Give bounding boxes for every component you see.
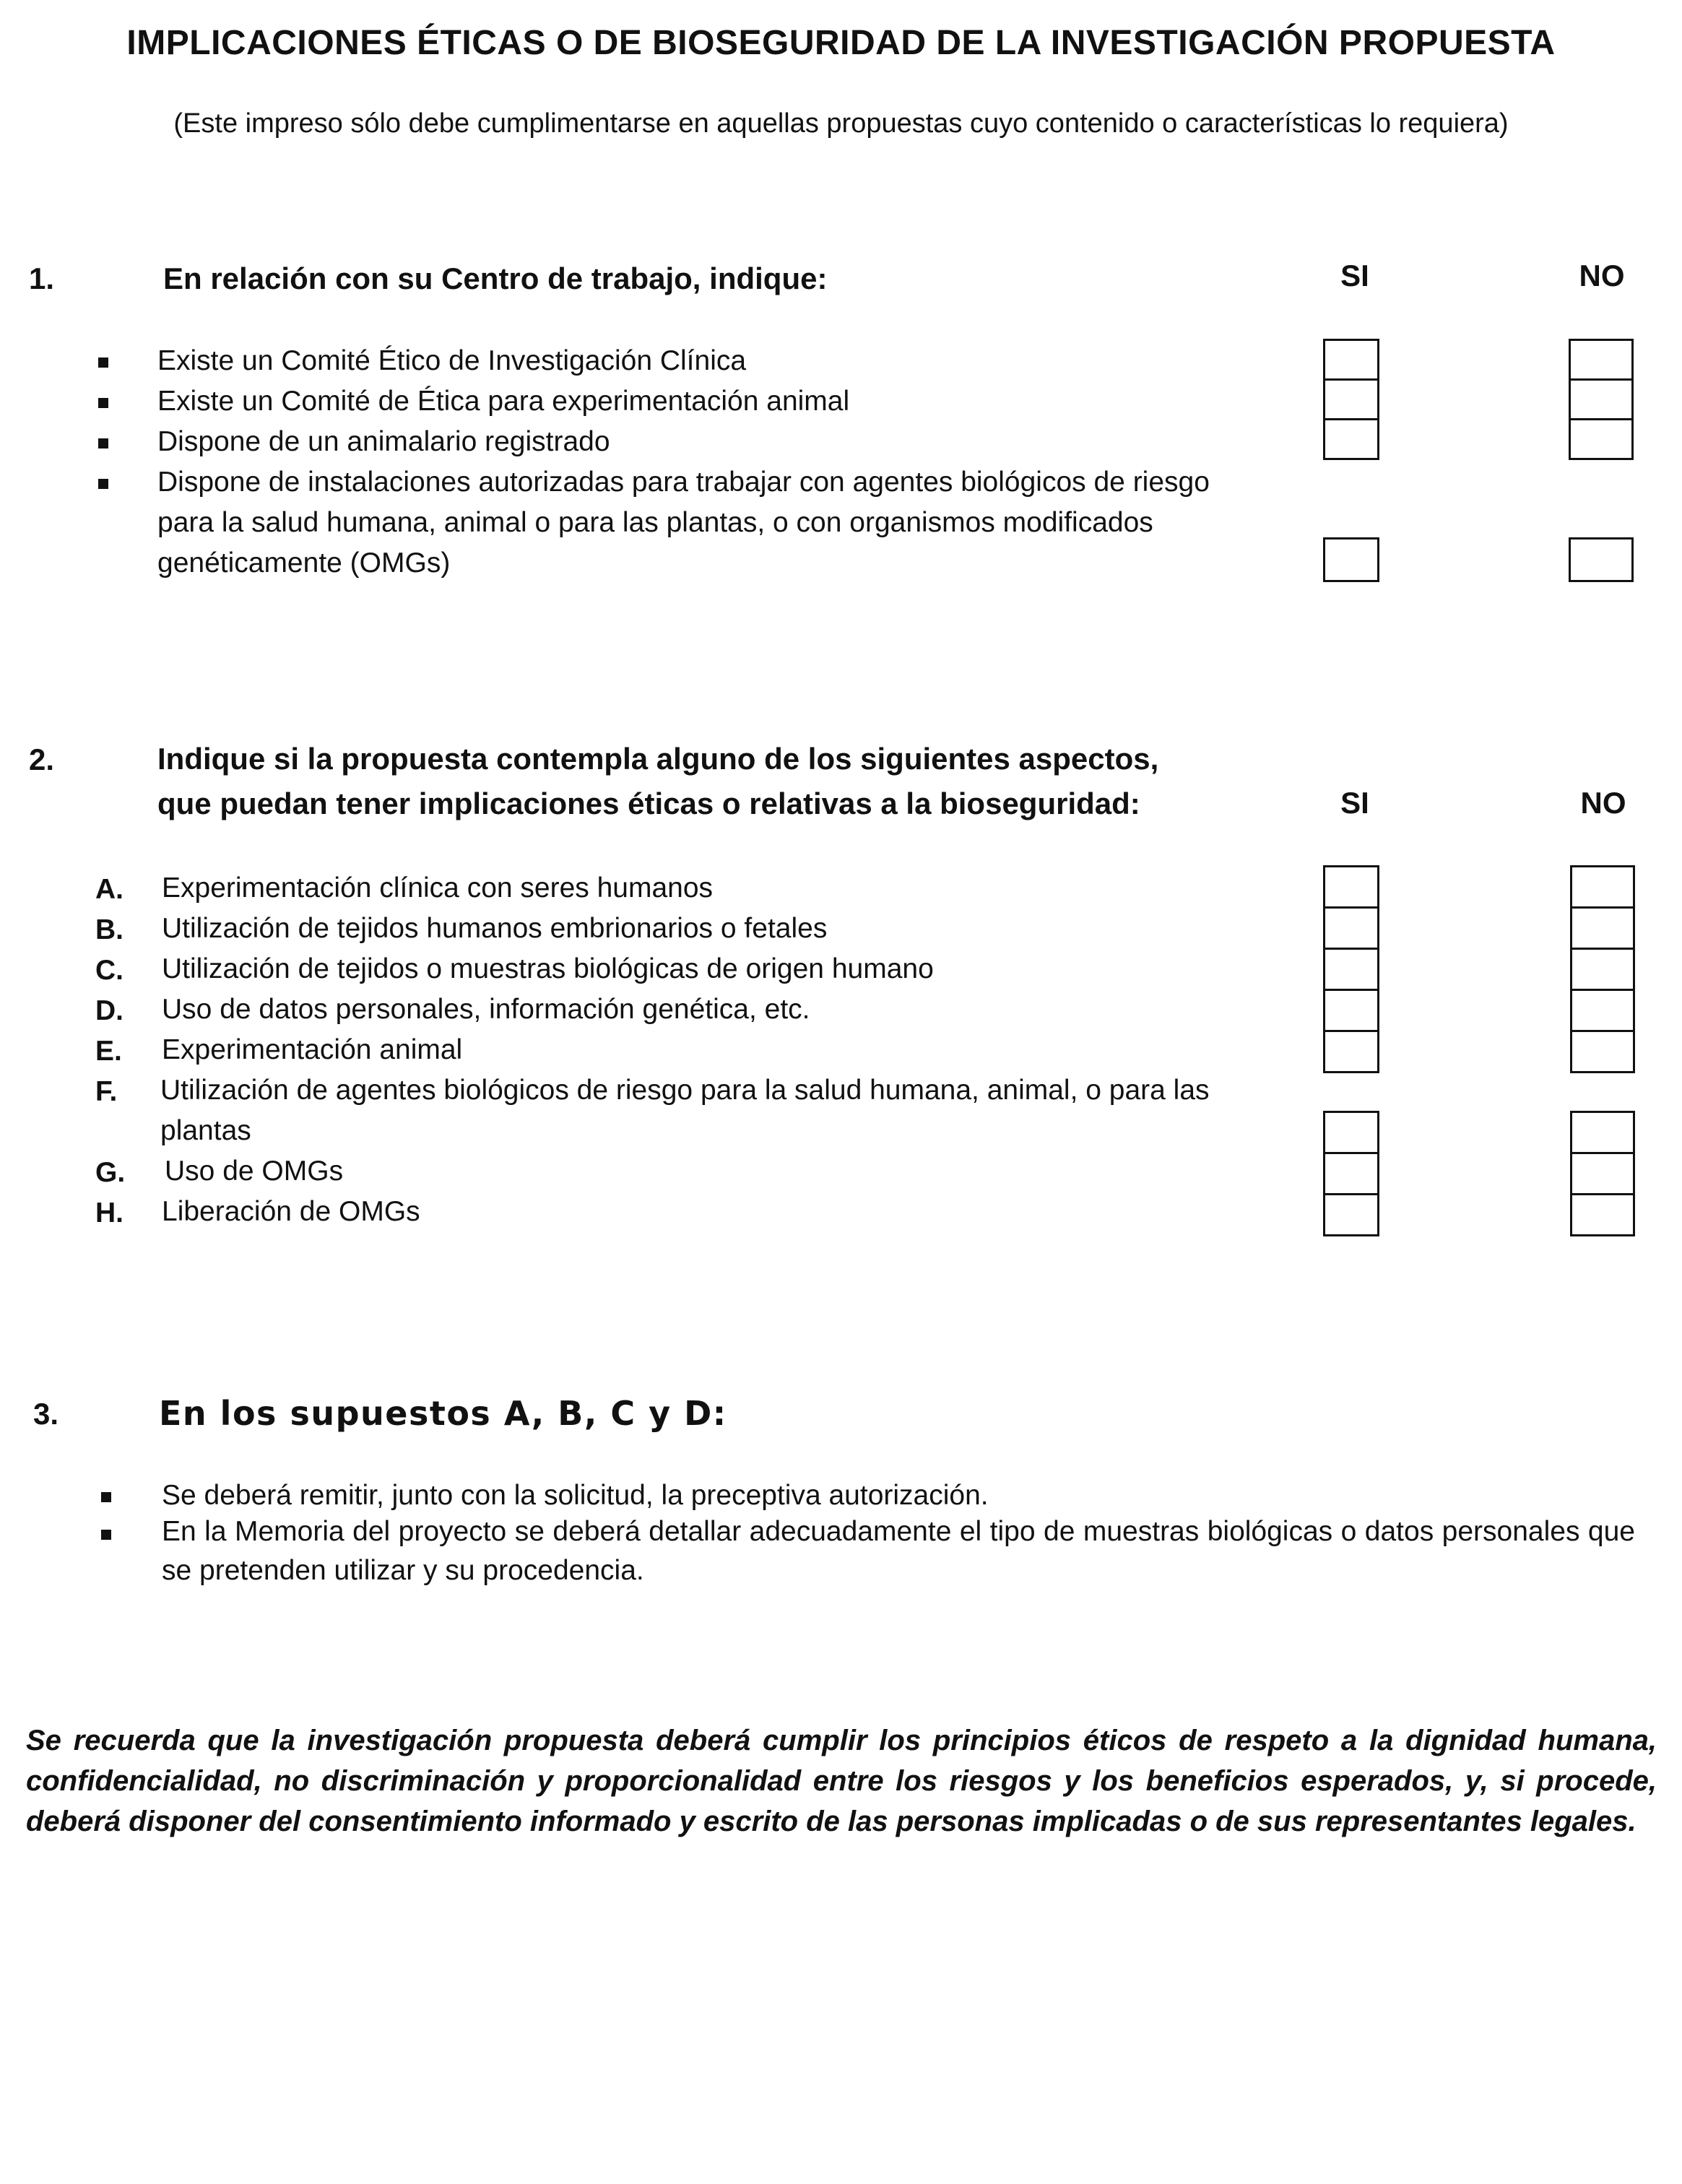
s1-item3-no-checkbox[interactable] [1569, 418, 1634, 460]
section2-letter-b: B. [95, 914, 123, 945]
s2-d-si-checkbox[interactable] [1323, 989, 1379, 1032]
s2-e-si-checkbox[interactable] [1323, 1030, 1379, 1073]
section2-item-d: Uso de datos personales, información genética, etc. [162, 994, 810, 1025]
section3-heading: En los supuestos A, B, C y D: [159, 1394, 727, 1433]
s1-item2-si-checkbox[interactable] [1323, 378, 1379, 420]
page-title: IMPLICACIONES ÉTICAS O DE BIOSEGURIDAD DE LA INVESTIGACIÓN PROPUESTA [126, 24, 1556, 62]
section2-item-a: Experimentación clínica con seres humanos [162, 872, 714, 904]
section2-item-h: Liberación de OMGs [162, 1196, 420, 1227]
section2-heading-line2: que puedan tener implicaciones éticas o relativas a la bioseguridad: [157, 786, 1140, 820]
s2-f-no-checkbox[interactable] [1570, 1111, 1635, 1154]
section2-heading-line1: Indique si la propuesta contempla alguno de los siguientes aspectos, [157, 742, 1159, 776]
section2-item-b: Utilización de tejidos humanos embrionarios o fetales [162, 913, 828, 944]
s2-e-no-checkbox[interactable] [1570, 1030, 1635, 1073]
s2-g-no-checkbox[interactable] [1570, 1152, 1635, 1195]
s2-g-si-checkbox[interactable] [1323, 1152, 1379, 1195]
section2-letter-e: E. [95, 1036, 122, 1067]
s1-item4-no-checkbox[interactable] [1569, 537, 1634, 582]
bullet-icon [98, 398, 108, 408]
section2-number: 2. [29, 742, 55, 776]
page-subtitle: (Este impreso sólo debe cumplimentarse en aquellas propuestas cuyo contenido o características lo requiera) [173, 108, 1509, 139]
s2-h-si-checkbox[interactable] [1323, 1193, 1379, 1236]
section2-si-header: SI [1340, 786, 1369, 820]
section3-item-autorizacion: Se deberá remitir, junto con la solicitud, la preceptiva autorización. [162, 1480, 989, 1511]
section1-si-header: SI [1340, 259, 1369, 292]
s1-item3-si-checkbox[interactable] [1323, 418, 1379, 460]
s2-c-si-checkbox[interactable] [1323, 948, 1379, 991]
s2-c-no-checkbox[interactable] [1570, 948, 1635, 991]
s2-f-si-checkbox[interactable] [1323, 1111, 1379, 1154]
section2-letter-g: G. [95, 1157, 126, 1188]
bullet-icon [98, 479, 108, 489]
section2-item-g: Uso de OMGs [165, 1156, 344, 1187]
bullet-icon [101, 1530, 111, 1540]
section2-item-e: Experimentación animal [162, 1034, 463, 1065]
s1-item2-no-checkbox[interactable] [1569, 378, 1634, 420]
section2-letter-c: C. [95, 955, 123, 986]
s1-item1-no-checkbox[interactable] [1569, 339, 1634, 381]
s2-b-no-checkbox[interactable] [1570, 906, 1635, 950]
section1-item-instalaciones: Dispone de instalaciones autorizadas para trabajar con agentes biológicos de riesgo para la salud humana, animal o para las plantas, o con organismos modificados genéticamente (OMGs) [157, 467, 1210, 578]
section2-item-f: Utilización de agentes biológicos de riesgo para la salud humana, animal, o para las plantas [160, 1075, 1210, 1146]
section2-letter-a: A. [95, 874, 123, 905]
ethics-reminder-note: Se recuerda que la investigación propuesta deberá cumplir los principios éticos de respeto a la dignidad humana, confidencialidad, no discriminación y proporcionalidad entre los riesgos y los beneficios esperados, y, si procede, deberá disponer del consentimiento informado y escrito de las personas implicadas o de sus representantes legales. [26, 1725, 1657, 1837]
s2-d-no-checkbox[interactable] [1570, 989, 1635, 1032]
section3-item-memoria: En la Memoria del proyecto se deberá detallar adecuadamente el tipo de muestras biológicas o datos personales que se pretenden utilizar y su procedencia. [162, 1516, 1635, 1586]
section1-number: 1. [29, 261, 55, 295]
s2-a-no-checkbox[interactable] [1570, 865, 1635, 909]
section2-letter-h: H. [95, 1197, 123, 1228]
bullet-icon [98, 358, 108, 368]
s2-b-si-checkbox[interactable] [1323, 906, 1379, 950]
s1-item4-si-checkbox[interactable] [1323, 537, 1379, 582]
s1-item1-si-checkbox[interactable] [1323, 339, 1379, 381]
section2-letter-d: D. [95, 995, 123, 1026]
s2-a-si-checkbox[interactable] [1323, 865, 1379, 909]
section2-item-c: Utilización de tejidos o muestras biológicas de origen humano [162, 953, 934, 984]
section3-number: 3. [33, 1397, 59, 1431]
section1-heading: En relación con su Centro de trabajo, indique: [163, 261, 828, 295]
section1-item-comite-animal: Existe un Comité de Ética para experimentación animal [157, 386, 850, 417]
section2-letter-f: F. [95, 1076, 118, 1107]
section1-item-animalario: Dispone de un animalario registrado [157, 426, 610, 457]
section1-item-comite-etico: Existe un Comité Ético de Investigación Clínica [157, 345, 747, 376]
section2-no-header: NO [1580, 786, 1626, 820]
s2-h-no-checkbox[interactable] [1570, 1193, 1635, 1236]
bullet-icon [98, 438, 108, 448]
section1-no-header: NO [1579, 259, 1625, 292]
bullet-icon [101, 1492, 111, 1502]
